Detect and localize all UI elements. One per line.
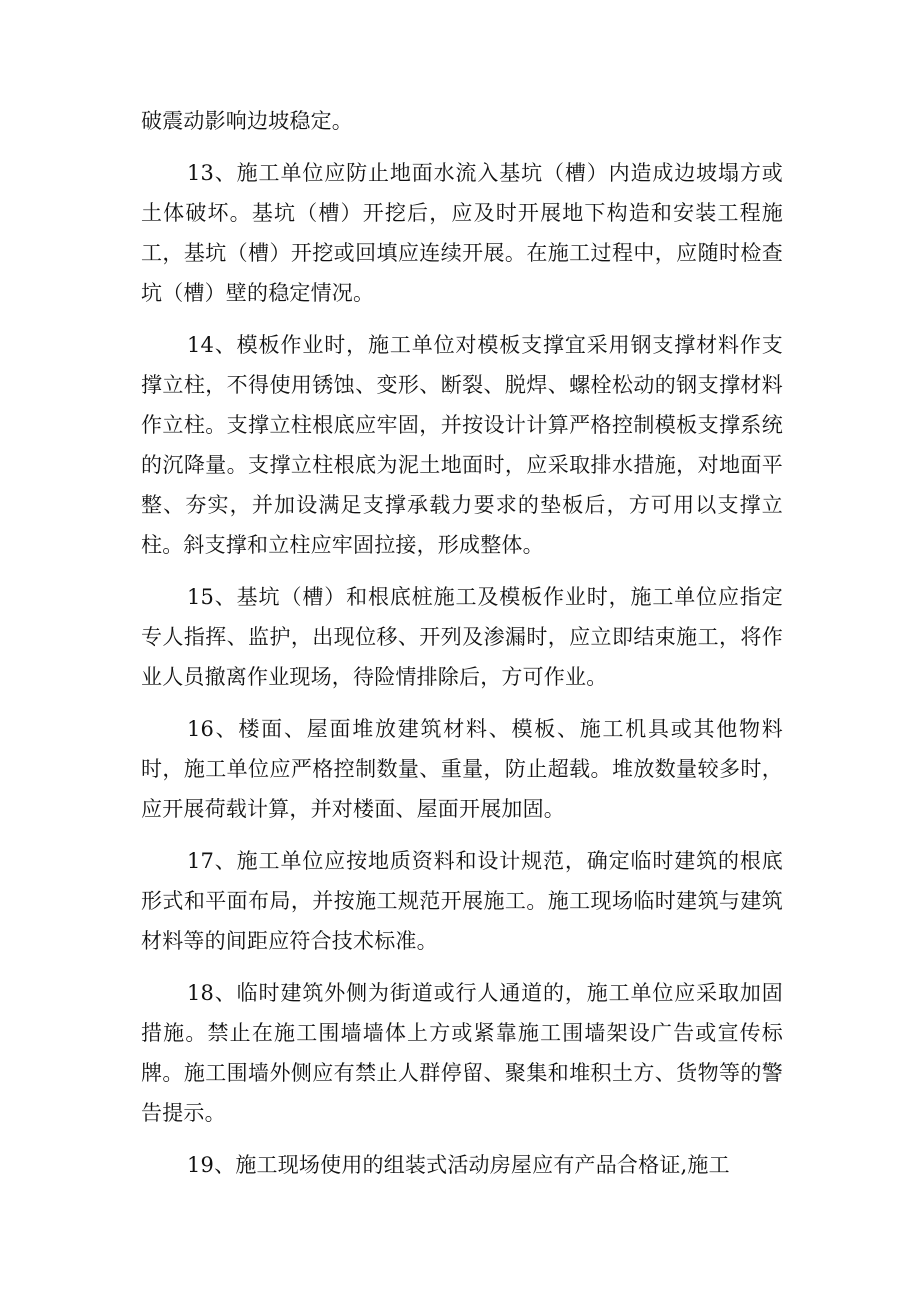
- paragraph-item-19: 19、施工现场使用的组装式活动房屋应有产品合格证,施工: [187, 1153, 730, 1177]
- paragraph-item-16: 16、楼面、屋面堆放建筑材料、模板、施工机具或其他物料时，施工单位应严格控制数量、重量，防止超载。堆放数量较多时，应开展荷载计算，并对楼面、屋面开展加固。: [141, 717, 783, 821]
- paragraph-continuation: 破震动影响边坡稳定。: [141, 109, 353, 133]
- paragraph-item-14: 14、模板作业时，施工单位对模板支撑宜采用钢支撑材料作支撑立柱，不得使用锈蚀、变形、断裂、脱焊、螺栓松动的钢支撑材料作立柱。支撑立柱根底应牢固，并按设计计算严格控制模板支撑系统的沉降量。支撑立柱根底为泥土地面时，应采取排水措施，对地面平整、夯实，并加设满足支撑承载力要求的垫板后，方可用以支撑立柱。斜支撑和立柱应牢固拉接，形成整体。: [141, 333, 783, 557]
- paragraph-item-17: 17、施工单位应按地质资料和设计规范，确定临时建筑的根底形式和平面布局，并按施工规范开展施工。施工现场临时建筑与建筑材料等的间距应符合技术标准。: [141, 849, 783, 953]
- paragraph-item-15: 15、基坑（槽）和根底桩施工及模板作业时，施工单位应指定专人指挥、监护，出现位移、开列及渗漏时，应立即结束施工，将作业人员撤离作业现场，待险情排除后，方可作业。: [141, 585, 783, 689]
- paragraph-item-13: 13、施工单位应防止地面水流入基坑（槽）内造成边坡塌方或土体破坏。基坑（槽）开挖后，应及时开展地下构造和安装工程施工，基坑（槽）开挖或回填应连续开展。在施工过程中，应随时检查坑（槽）壁的稳定情况。: [141, 161, 783, 305]
- document-body: [141, 101, 783, 1185]
- paragraph-item-18: 18、临时建筑外侧为街道或行人通道的，施工单位应采取加固措施。禁止在施工围墙墙体上方或紧靠施工围墙架设广告或宣传标牌。施工围墙外侧应有禁止人群停留、聚集和堆积土方、货物等的警告提示。: [141, 981, 783, 1125]
